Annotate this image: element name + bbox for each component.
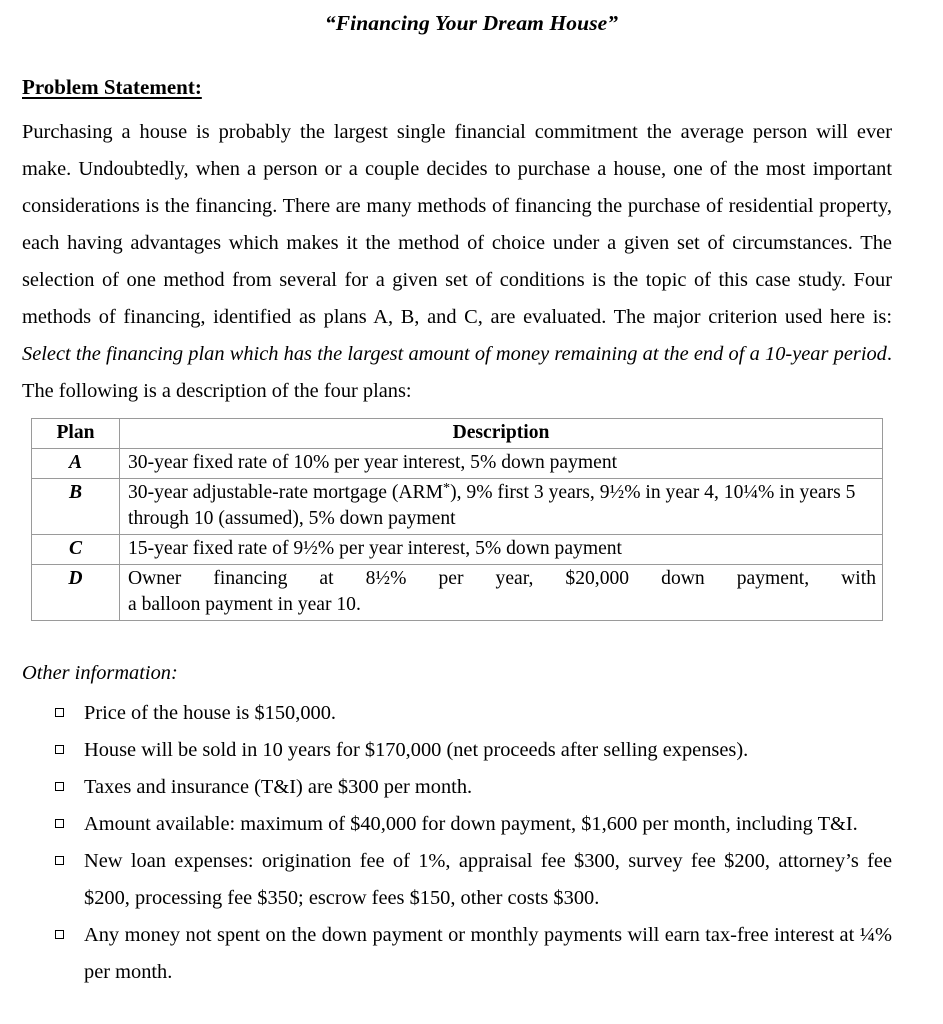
square-bullet-icon — [55, 745, 64, 754]
square-bullet-icon — [55, 856, 64, 865]
other-information-label — [0, 621, 943, 683]
plan-letter-a: A — [32, 448, 120, 478]
table-header-row — [32, 418, 883, 448]
plan-description-a: 30-year fixed rate of 10% per year interest, 5% down payment — [120, 448, 883, 478]
problem-statement-paragraph — [22, 98, 892, 410]
table-row — [32, 534, 883, 564]
plan-table-container — [31, 418, 882, 621]
section-heading-label: Problem Statement: — [22, 74, 202, 99]
problem-statement-body — [22, 98, 892, 410]
square-bullet-icon — [55, 708, 64, 717]
plan-letter-b: B — [32, 478, 120, 534]
plan-b-line1-post: ), 9% first 3 years, 9½% in year 4, 10¼% in — [450, 481, 795, 503]
list-item — [0, 732, 943, 769]
list-item-label: Taxes and insurance (T&I) are $300 per month. — [84, 775, 473, 798]
column-header-plan: Plan — [32, 418, 120, 448]
square-bullet-icon — [55, 782, 64, 791]
plan-b-line2: years 5 through 10 (assumed), 5% down payment — [128, 481, 856, 529]
list-item-label: Amount available: maximum of $40,000 for down payment, $1,600 per month, including T&I. — [84, 812, 858, 835]
plan-d-line1: Owner financing at 8½% per year, $20,000 down payment, with — [128, 567, 876, 589]
list-item — [0, 917, 943, 991]
plan-letter-d: D — [32, 564, 120, 620]
financing-plans-table — [31, 418, 883, 621]
list-item — [0, 843, 943, 917]
plan-description-c: 15-year fixed rate of 9½% per year interest, 5% down payment — [120, 534, 883, 564]
list-item — [0, 806, 943, 843]
plan-description-d — [120, 564, 883, 620]
paragraph-criterion-italic: Select the financing plan which has the largest amount of money remaining at the end of a 10-year period — [22, 342, 887, 365]
column-header-description: Description — [120, 418, 883, 448]
plan-d-line2: a balloon payment in year 10. — [128, 593, 361, 615]
list-item — [0, 769, 943, 806]
table-row — [32, 564, 883, 620]
other-information-list — [0, 683, 943, 991]
page-title: “Financing Your Dream House” — [324, 11, 619, 35]
list-item-label: Price of the house is $150,000. — [84, 701, 337, 724]
section-heading — [0, 35, 943, 98]
arm-footnote-asterisk: * — [443, 479, 451, 496]
other-information-label-text: Other information: — [22, 661, 178, 684]
list-item-label: Any money not spent on the down payment or monthly payments will earn tax-free interest at ¼% per month. — [84, 923, 892, 983]
plan-description-b — [120, 478, 883, 534]
list-item — [0, 695, 943, 732]
square-bullet-icon — [55, 930, 64, 939]
square-bullet-icon — [55, 819, 64, 828]
table-row — [32, 448, 883, 478]
list-item-label: House will be sold in 10 years for $170,000 (net proceeds after selling expenses). — [84, 738, 749, 761]
paragraph-part-one: Purchasing a house is probably the largest single financial commitment the average person will ever make. Undoubtedly, when a person or a couple decides to purchase a house, one of the most important considerations is the financing. There are many methods of financing the purchase of residential property, each having advantages which makes it the method of choice under a given set of circumstances. The selection of one method from several for a given set of conditions is the topic of this case study. Four methods of financing, identified as plans A, B, and C, are evaluated. The major criterion used here is: — [22, 120, 892, 328]
plan-letter-c: C — [32, 534, 120, 564]
plan-b-line1-pre: 30-year adjustable-rate mortgage (ARM — [128, 481, 444, 503]
table-row — [32, 478, 883, 534]
list-item-label: New loan expenses: origination fee of 1%, appraisal fee $300, survey fee $200, attorney’s fee $200, processing fee $350; escrow fees $150, other costs $300. — [84, 849, 892, 909]
paragraph-part-two: . The following is a description of the four plans: — [22, 342, 892, 402]
